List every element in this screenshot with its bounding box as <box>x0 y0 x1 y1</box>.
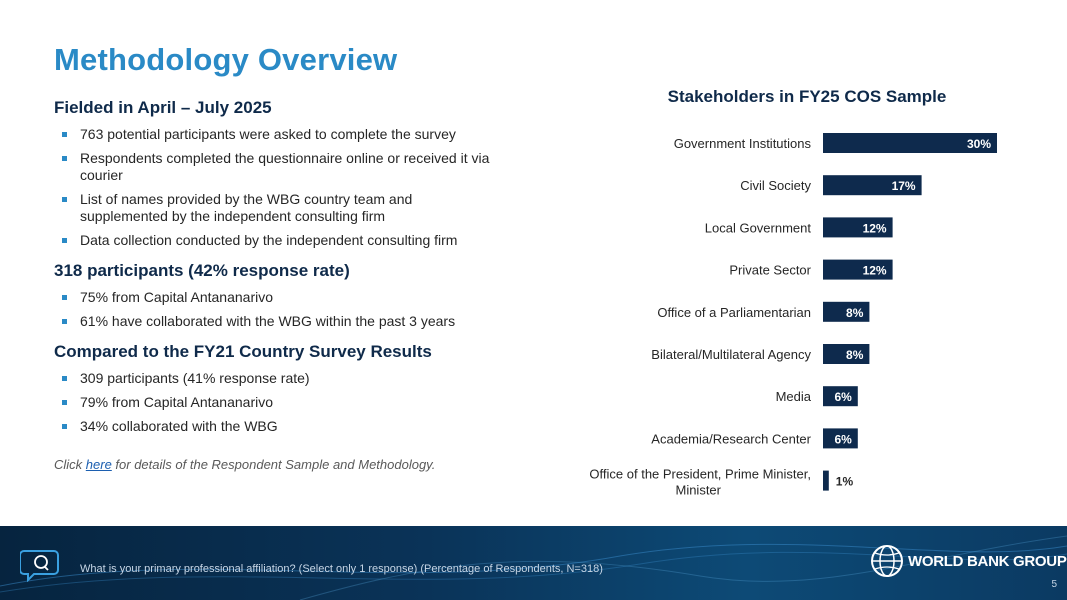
globe-icon <box>870 544 904 578</box>
world-bank-logo <box>870 544 1067 578</box>
category-label: Bilateral/Multilateral Agency <box>651 347 811 362</box>
page-number: 5 <box>1051 579 1057 590</box>
value-label: 12% <box>862 221 887 236</box>
value-label: 8% <box>846 305 864 320</box>
comparison-bullets <box>54 370 494 435</box>
category-label: Media <box>775 389 811 405</box>
bullet-square-icon <box>62 295 67 300</box>
survey-question-icon <box>20 548 62 582</box>
category-label: Academia/Research Center <box>651 431 811 447</box>
list-item: 309 participants (41% response rate) <box>54 370 494 387</box>
section-heading-fielded: Fielded in April – July 2025 <box>54 98 272 117</box>
value-label: 1% <box>835 474 854 489</box>
category-label: Office of the President, Prime Minister, Minister <box>589 466 811 498</box>
logo-text: WORLD BANK GROUP <box>908 552 1067 570</box>
list-item: 79% from Capital Antananarivo <box>54 394 494 411</box>
bullet-square-icon <box>62 156 67 161</box>
participants-bullets <box>54 289 494 330</box>
bullet-square-icon <box>62 400 67 405</box>
bullet-square-icon <box>62 424 67 429</box>
list-item: Data collection conducted by the independent consulting firm <box>54 232 494 249</box>
value-label: 6% <box>834 432 852 447</box>
bullet-square-icon <box>62 319 67 324</box>
details-link[interactable]: here <box>85 457 112 472</box>
bullet-square-icon <box>62 132 67 137</box>
bar <box>823 471 829 491</box>
stakeholder-bar-chart <box>560 120 1010 500</box>
category-label: Local Government <box>704 220 811 236</box>
list-item: 763 potential participants were asked to complete the survey <box>54 126 494 143</box>
list-item: Respondents completed the questionnaire online or received it via courier <box>54 150 494 184</box>
category-label: Private Sector <box>729 262 811 278</box>
list-item: List of names provided by the WBG country team and supplemented by the independent consulting firm <box>54 191 494 225</box>
value-label: 12% <box>862 263 887 278</box>
fielded-bullets <box>54 126 494 249</box>
bullet-square-icon <box>62 376 67 381</box>
bullet-square-icon <box>62 197 67 202</box>
methodology-text <box>54 98 494 472</box>
bullet-square-icon <box>62 238 67 243</box>
category-label: Civil Society <box>740 178 811 194</box>
list-item: 61% have collaborated with the WBG within the past 3 years <box>54 313 494 330</box>
value-label: 6% <box>834 390 852 405</box>
survey-question-note: What is your primary professional affiliation? (Select only 1 response) (Percentage of Respondents, N=318) <box>80 563 603 575</box>
value-label: 8% <box>846 348 864 362</box>
category-label: Government Institutions <box>673 136 811 151</box>
footer-banner <box>0 526 1067 600</box>
list-item: 75% from Capital Antananarivo <box>54 289 494 306</box>
details-note: Click here for details of the Respondent Sample and Methodology. <box>54 457 436 472</box>
page-title: Methodology Overview <box>54 42 398 77</box>
section-heading-participants: 318 participants (42% response rate) <box>54 261 350 280</box>
section-heading-comparison: Compared to the FY21 Country Survey Results <box>54 342 432 361</box>
value-label: 30% <box>966 137 991 151</box>
value-label: 17% <box>891 179 916 194</box>
list-item: 34% collaborated with the WBG <box>54 418 494 435</box>
category-label: Office of a Parliamentarian <box>657 304 811 320</box>
chart-title: Stakeholders in FY25 COS Sample <box>667 87 947 106</box>
